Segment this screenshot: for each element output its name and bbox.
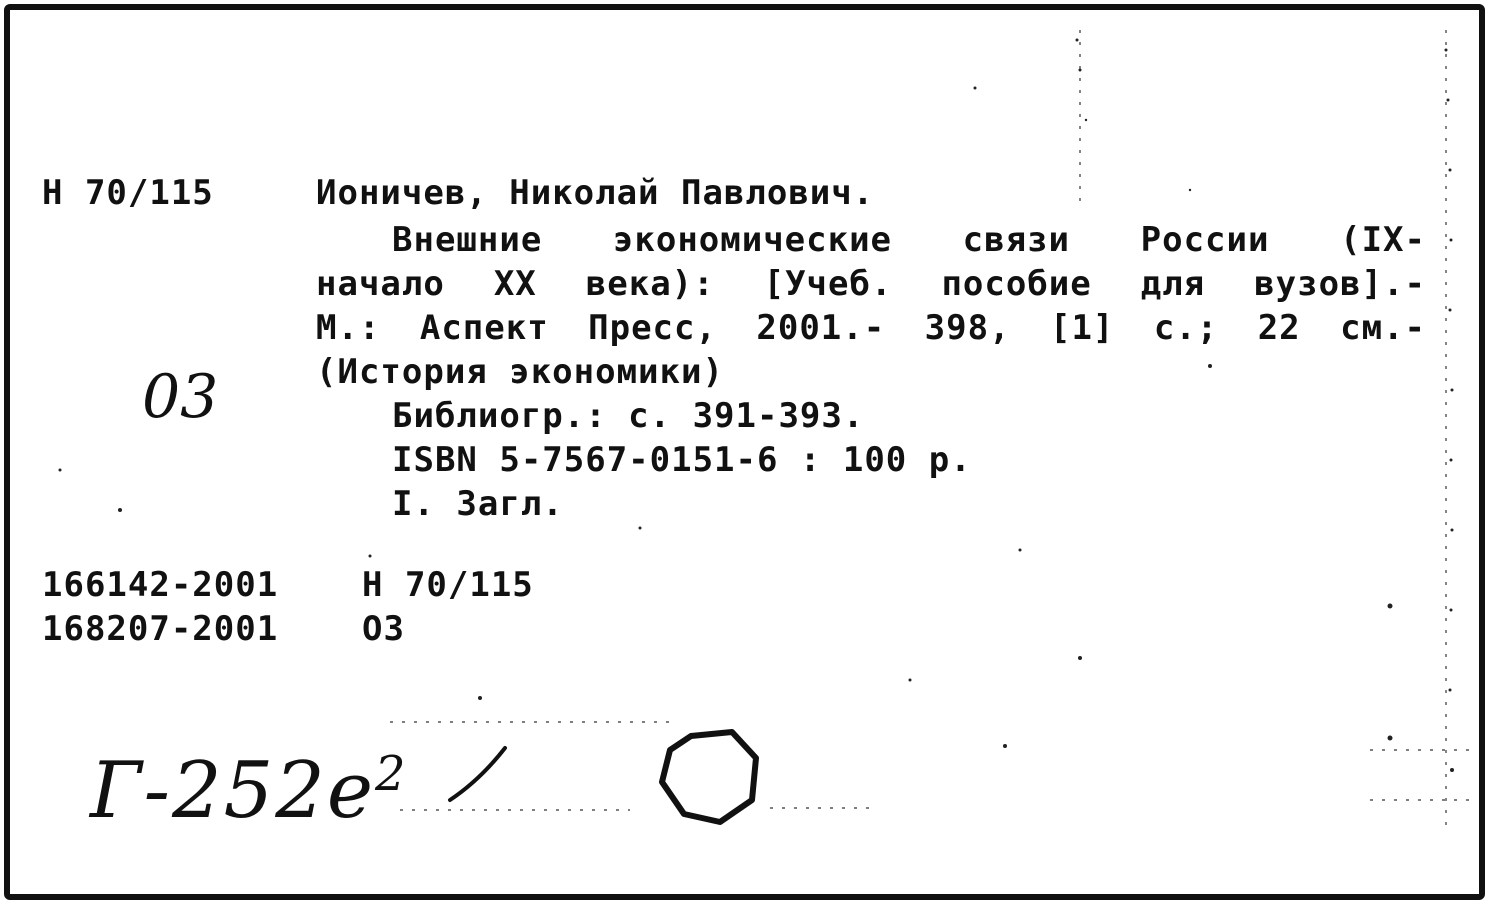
handwritten-call-main: Г-252е: [90, 746, 376, 836]
description-word: [Учеб.: [763, 264, 893, 304]
description-word: вузов].-: [1254, 264, 1426, 304]
holding-number: 168207-2001: [42, 609, 279, 649]
catalog-card: [4, 4, 1485, 900]
handwritten-call-superscript: 2: [375, 746, 408, 802]
description-word: экономические: [612, 220, 893, 260]
author-heading: Ионичев, Николай Павлович.: [316, 173, 875, 213]
handwritten-code: 03: [142, 362, 219, 432]
handwritten-flourish: [10, 10, 1479, 894]
description-word: для: [1140, 264, 1206, 304]
description-word: см.-: [1340, 308, 1426, 348]
description-word: века):: [585, 264, 715, 304]
series-line: (История экономики): [316, 352, 724, 392]
shelf-mark: Н 70/115: [42, 173, 214, 213]
description-word: России: [1140, 220, 1270, 260]
description-word: начало: [316, 264, 445, 304]
description-word: (IX-: [1340, 220, 1426, 260]
description-word: с.;: [1153, 308, 1219, 348]
description-word: Пресс,: [588, 308, 717, 348]
description-word: 2001.-: [756, 308, 886, 348]
description-word: М.:: [316, 308, 381, 348]
description-word: связи: [962, 220, 1071, 260]
description-word: Внешние: [392, 220, 543, 260]
description-word: [1]: [1049, 308, 1115, 348]
description-word: 22: [1257, 308, 1301, 348]
description-word: пособие: [941, 264, 1092, 304]
description-word: XX: [493, 264, 537, 304]
holding-number: 166142-2001: [42, 565, 279, 605]
holding-location: О3: [362, 609, 405, 649]
description-word: Аспект: [419, 308, 549, 348]
title-entry: I. Загл.: [392, 484, 564, 524]
description-word: 398,: [924, 308, 1011, 348]
bibliography-note: Библиогр.: с. 391-393.: [392, 396, 865, 436]
isbn-line: ISBN 5-7567-0151-6 : 100 р.: [392, 440, 972, 480]
holding-location: Н 70/115: [362, 565, 534, 605]
